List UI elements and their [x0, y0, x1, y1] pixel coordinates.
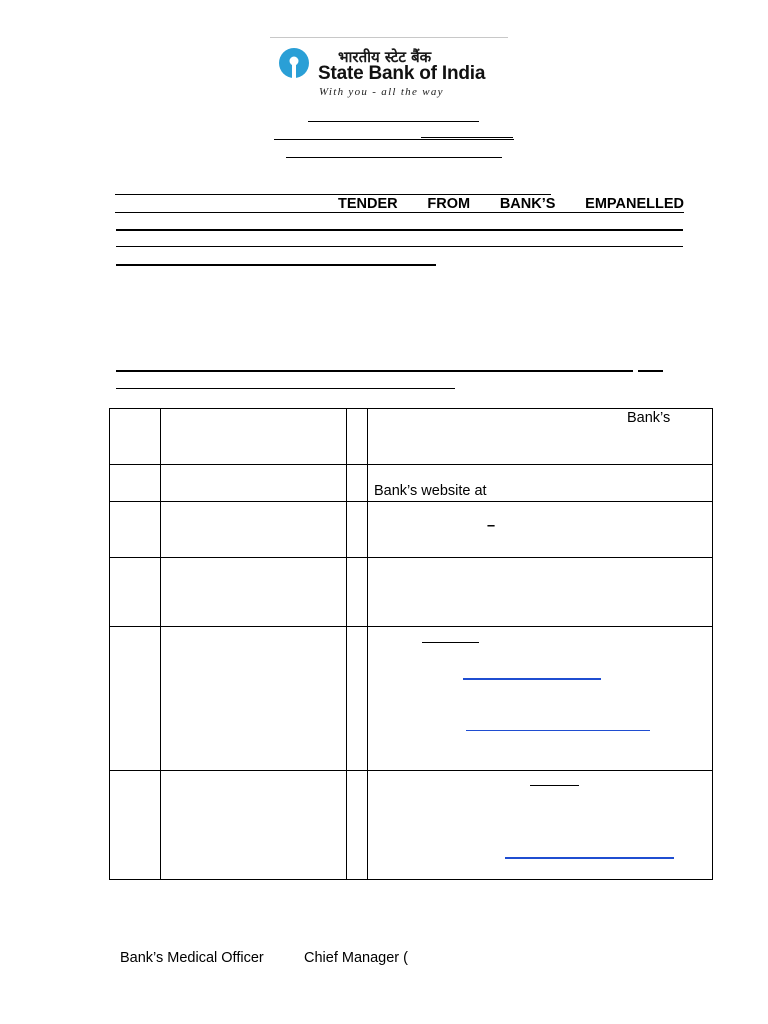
subject-line-1: [115, 194, 551, 195]
logo-top-border: [270, 37, 508, 38]
subject-underline-4: [116, 264, 436, 266]
heading-word-tender: TENDER: [338, 196, 398, 212]
notice-table: [109, 408, 713, 880]
row3-dash: –: [487, 518, 496, 534]
heading-word-banks: BANK’S: [499, 196, 556, 212]
table-row-sep-4: [109, 626, 713, 627]
table-row-sep-1: [109, 464, 713, 465]
header-line-2: [274, 139, 514, 140]
subject-underline-1: [115, 212, 684, 213]
row2-text: Bank’s website at: [374, 483, 487, 499]
table-row-sep-5: [109, 770, 713, 771]
row6-underline: [530, 785, 579, 786]
table-col-sep-1: [160, 408, 161, 880]
logo-hindi-name: भारतीय स्टेट बैंक: [338, 48, 432, 66]
header-line-1: [308, 121, 479, 122]
footer-medical-officer: Bank’s Medical Officer: [120, 950, 264, 966]
row5-underline: [422, 642, 479, 643]
para-underline-1b: [638, 370, 663, 372]
table-row-sep-3: [109, 557, 713, 558]
row6-link[interactable]: [505, 857, 674, 859]
table-border-right: [712, 408, 713, 880]
table-col-sep-2: [346, 408, 347, 880]
row5-link-2[interactable]: [466, 730, 650, 731]
table-border-left: [109, 408, 110, 880]
subject-underline-3: [116, 246, 683, 247]
header-line-2-overline: [421, 137, 513, 138]
heading-word-from: FROM: [427, 196, 471, 212]
footer-chief-manager: Chief Manager (: [304, 950, 408, 966]
row1-text: Bank’s: [627, 410, 671, 426]
para-underline-2: [116, 388, 455, 389]
header-line-3: [286, 157, 502, 158]
logo-bank-name: State Bank of India: [318, 63, 486, 84]
heading-word-empanelled: EMPANELLED: [585, 196, 684, 212]
table-border-bottom: [109, 879, 713, 880]
subject-underline-2: [116, 229, 683, 231]
row5-link-1[interactable]: [463, 678, 601, 680]
sbi-emblem-icon: [278, 47, 310, 81]
para-underline-1: [116, 370, 633, 372]
table-border-top: [109, 408, 713, 409]
logo-tagline: With you - all the way: [319, 86, 444, 98]
table-row-sep-2: [109, 501, 713, 502]
sbi-logo: [270, 37, 508, 103]
tender-heading: [338, 196, 684, 212]
table-col-sep-3: [367, 408, 368, 880]
